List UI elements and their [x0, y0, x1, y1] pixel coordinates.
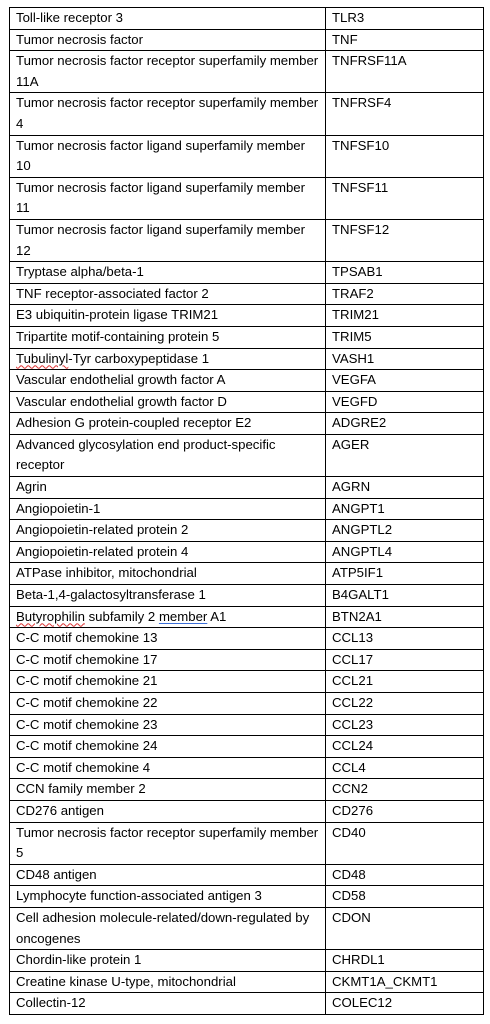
table-row — [10, 177, 484, 219]
protein-name-cell: Tumor necrosis factor ligand superfamily member 11 — [10, 177, 326, 219]
gene-table-body — [10, 8, 484, 1015]
protein-name-cell: C-C motif chemokine 23 — [10, 714, 326, 736]
gene-symbol-cell: TRIM5 — [326, 326, 484, 348]
table-row — [10, 434, 484, 476]
protein-name-cell: Collectin-12 — [10, 993, 326, 1015]
table-row — [10, 693, 484, 715]
table-row — [10, 628, 484, 650]
protein-name-cell: Cell adhesion molecule-related/down-regulated by oncogenes — [10, 907, 326, 949]
table-row — [10, 135, 484, 177]
gene-symbol-cell: TNFRSF4 — [326, 93, 484, 135]
gene-symbol-cell: CCL21 — [326, 671, 484, 693]
gene-symbol-cell: CD40 — [326, 822, 484, 864]
protein-name-cell: C-C motif chemokine 21 — [10, 671, 326, 693]
gene-symbol-cell: COLEC12 — [326, 993, 484, 1015]
protein-name-cell: Toll-like receptor 3 — [10, 8, 326, 30]
table-row — [10, 950, 484, 972]
gene-symbol-cell: ANGPTL2 — [326, 520, 484, 542]
protein-name-cell: Lymphocyte function-associated antigen 3 — [10, 886, 326, 908]
gene-symbol-cell: CD58 — [326, 886, 484, 908]
gene-symbol-cell: ANGPTL4 — [326, 541, 484, 563]
gene-symbol-cell: CDON — [326, 907, 484, 949]
protein-name-cell: TNF receptor-associated factor 2 — [10, 283, 326, 305]
table-row — [10, 520, 484, 542]
table-row — [10, 262, 484, 284]
gene-symbol-cell: CCL13 — [326, 628, 484, 650]
table-row — [10, 51, 484, 93]
gene-symbol-cell: CCL24 — [326, 736, 484, 758]
table-row — [10, 886, 484, 908]
gene-symbol-cell: TNFRSF11A — [326, 51, 484, 93]
gene-symbol-cell: TRAF2 — [326, 283, 484, 305]
gene-symbol-cell: CKMT1A_CKMT1 — [326, 971, 484, 993]
table-row — [10, 757, 484, 779]
protein-name-cell: C-C motif chemokine 22 — [10, 693, 326, 715]
table-row — [10, 283, 484, 305]
table-row — [10, 477, 484, 499]
gene-symbol-cell: CHRDL1 — [326, 950, 484, 972]
protein-name-cell: C-C motif chemokine 4 — [10, 757, 326, 779]
gene-symbol-cell: VASH1 — [326, 348, 484, 370]
gene-symbol-cell: CCL23 — [326, 714, 484, 736]
gene-symbol-cell: ANGPT1 — [326, 498, 484, 520]
protein-name-cell: Tubulinyl-Tyr carboxypeptidase 1 — [10, 348, 326, 370]
table-row — [10, 219, 484, 261]
protein-name-cell: Angiopoietin-related protein 2 — [10, 520, 326, 542]
gene-symbol-cell: TNFSF10 — [326, 135, 484, 177]
protein-name-cell: CD48 antigen — [10, 864, 326, 886]
table-row — [10, 498, 484, 520]
table-row — [10, 585, 484, 607]
gene-symbol-cell: TNFSF12 — [326, 219, 484, 261]
protein-name-cell: E3 ubiquitin-protein ligase TRIM21 — [10, 305, 326, 327]
table-row — [10, 93, 484, 135]
protein-name-cell: CD276 antigen — [10, 800, 326, 822]
gene-symbol-cell: BTN2A1 — [326, 606, 484, 628]
table-row — [10, 8, 484, 30]
protein-name-cell: ATPase inhibitor, mitochondrial — [10, 563, 326, 585]
table-row — [10, 864, 484, 886]
table-row — [10, 413, 484, 435]
table-row — [10, 971, 484, 993]
table-row — [10, 370, 484, 392]
gene-symbol-cell: TRIM21 — [326, 305, 484, 327]
table-row — [10, 800, 484, 822]
protein-name-cell: CCN family member 2 — [10, 779, 326, 801]
gene-symbol-cell: CCN2 — [326, 779, 484, 801]
table-row — [10, 993, 484, 1015]
protein-name-cell: Butyrophilin subfamily 2 member A1 — [10, 606, 326, 628]
gene-symbol-cell: TPSAB1 — [326, 262, 484, 284]
gene-symbol-cell: B4GALT1 — [326, 585, 484, 607]
table-row — [10, 822, 484, 864]
protein-name-cell: Tripartite motif-containing protein 5 — [10, 326, 326, 348]
gene-symbol-cell: VEGFD — [326, 391, 484, 413]
gene-symbol-cell: AGRN — [326, 477, 484, 499]
table-row — [10, 305, 484, 327]
protein-name-cell: Tumor necrosis factor receptor superfamily member 11A — [10, 51, 326, 93]
protein-name-cell: Advanced glycosylation end product-specific receptor — [10, 434, 326, 476]
protein-name-cell: Tumor necrosis factor receptor superfamily member 5 — [10, 822, 326, 864]
protein-name-cell: Angiopoietin-1 — [10, 498, 326, 520]
protein-name-cell: Tumor necrosis factor receptor superfamily member 4 — [10, 93, 326, 135]
gene-symbol-cell: ADGRE2 — [326, 413, 484, 435]
table-row — [10, 671, 484, 693]
protein-name-cell: Tumor necrosis factor ligand superfamily member 12 — [10, 219, 326, 261]
protein-name-cell: Adhesion G protein-coupled receptor E2 — [10, 413, 326, 435]
gene-symbol-cell: CD48 — [326, 864, 484, 886]
protein-name-cell: Tumor necrosis factor — [10, 29, 326, 51]
table-row — [10, 391, 484, 413]
protein-name-cell: Vascular endothelial growth factor D — [10, 391, 326, 413]
gene-symbol-cell: TNF — [326, 29, 484, 51]
protein-name-cell: Chordin-like protein 1 — [10, 950, 326, 972]
protein-name-cell: Creatine kinase U-type, mitochondrial — [10, 971, 326, 993]
table-row — [10, 29, 484, 51]
gene-symbol-cell: CD276 — [326, 800, 484, 822]
protein-name-cell: Vascular endothelial growth factor A — [10, 370, 326, 392]
gene-table — [9, 7, 484, 1015]
table-row — [10, 714, 484, 736]
protein-name-cell: Tumor necrosis factor ligand superfamily member 10 — [10, 135, 326, 177]
gene-symbol-cell: CCL17 — [326, 649, 484, 671]
protein-name-cell: C-C motif chemokine 13 — [10, 628, 326, 650]
table-row — [10, 606, 484, 628]
table-row — [10, 907, 484, 949]
protein-name-cell: Angiopoietin-related protein 4 — [10, 541, 326, 563]
table-row — [10, 736, 484, 758]
protein-name-cell: Beta-1,4-galactosyltransferase 1 — [10, 585, 326, 607]
gene-symbol-cell: CCL4 — [326, 757, 484, 779]
protein-name-cell: C-C motif chemokine 24 — [10, 736, 326, 758]
table-row — [10, 563, 484, 585]
table-row — [10, 779, 484, 801]
gene-symbol-cell: TNFSF11 — [326, 177, 484, 219]
protein-name-cell: Tryptase alpha/beta-1 — [10, 262, 326, 284]
table-row — [10, 348, 484, 370]
gene-symbol-cell: TLR3 — [326, 8, 484, 30]
protein-name-cell: Agrin — [10, 477, 326, 499]
gene-symbol-cell: CCL22 — [326, 693, 484, 715]
table-row — [10, 326, 484, 348]
protein-name-cell: C-C motif chemokine 17 — [10, 649, 326, 671]
gene-symbol-cell: VEGFA — [326, 370, 484, 392]
gene-symbol-cell: AGER — [326, 434, 484, 476]
table-row — [10, 649, 484, 671]
table-row — [10, 541, 484, 563]
gene-symbol-cell: ATP5IF1 — [326, 563, 484, 585]
